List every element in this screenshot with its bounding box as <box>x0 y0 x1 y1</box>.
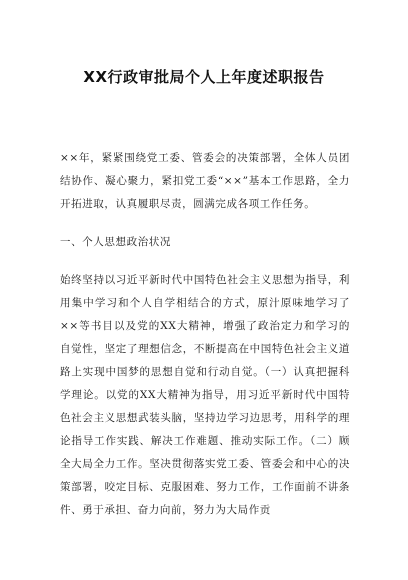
section-body-paragraph: 始终坚持以习近平新时代中国特色社会主义思想为指导，利用集中学习和个人自学相结合的方式，原汁原味地学习了××等书目以及党的XX大精神，增强了政治定力和学习的自觉性，坚定了理想信念，不断提高在中国特色社会主义道路上实现中国梦的思想自觉和行动自觉。（一）认真把握科学理论。以党的XX大精神为指导，用习近平新时代中国特色社会主义思想武装头脑，坚持边学习边思考，用科学的理论指导工作实践、解决工作难题、推动实际工作。（二）顾全大局全力工作。坚决贯彻落实党工委、管委会和中心的决策部署，咬定目标、克服困难、努力工作，工作面前不讲条件、勇于承担、奋力向前，努力为大局作贡 <box>60 274 350 516</box>
document-title: XX行政审批局个人上年度述职报告 <box>83 68 325 86</box>
intro-paragraph: ××年，紧紧围绕党工委、管委会的决策部署，全体人员团结协作、凝心聚力，紧扣党工委“××”基本工作思路，全力开拓进取，认真履职尽责，圆满完成各项工作任务。 <box>60 152 350 210</box>
section-heading: 一、个人思想政治状况 <box>60 236 171 248</box>
